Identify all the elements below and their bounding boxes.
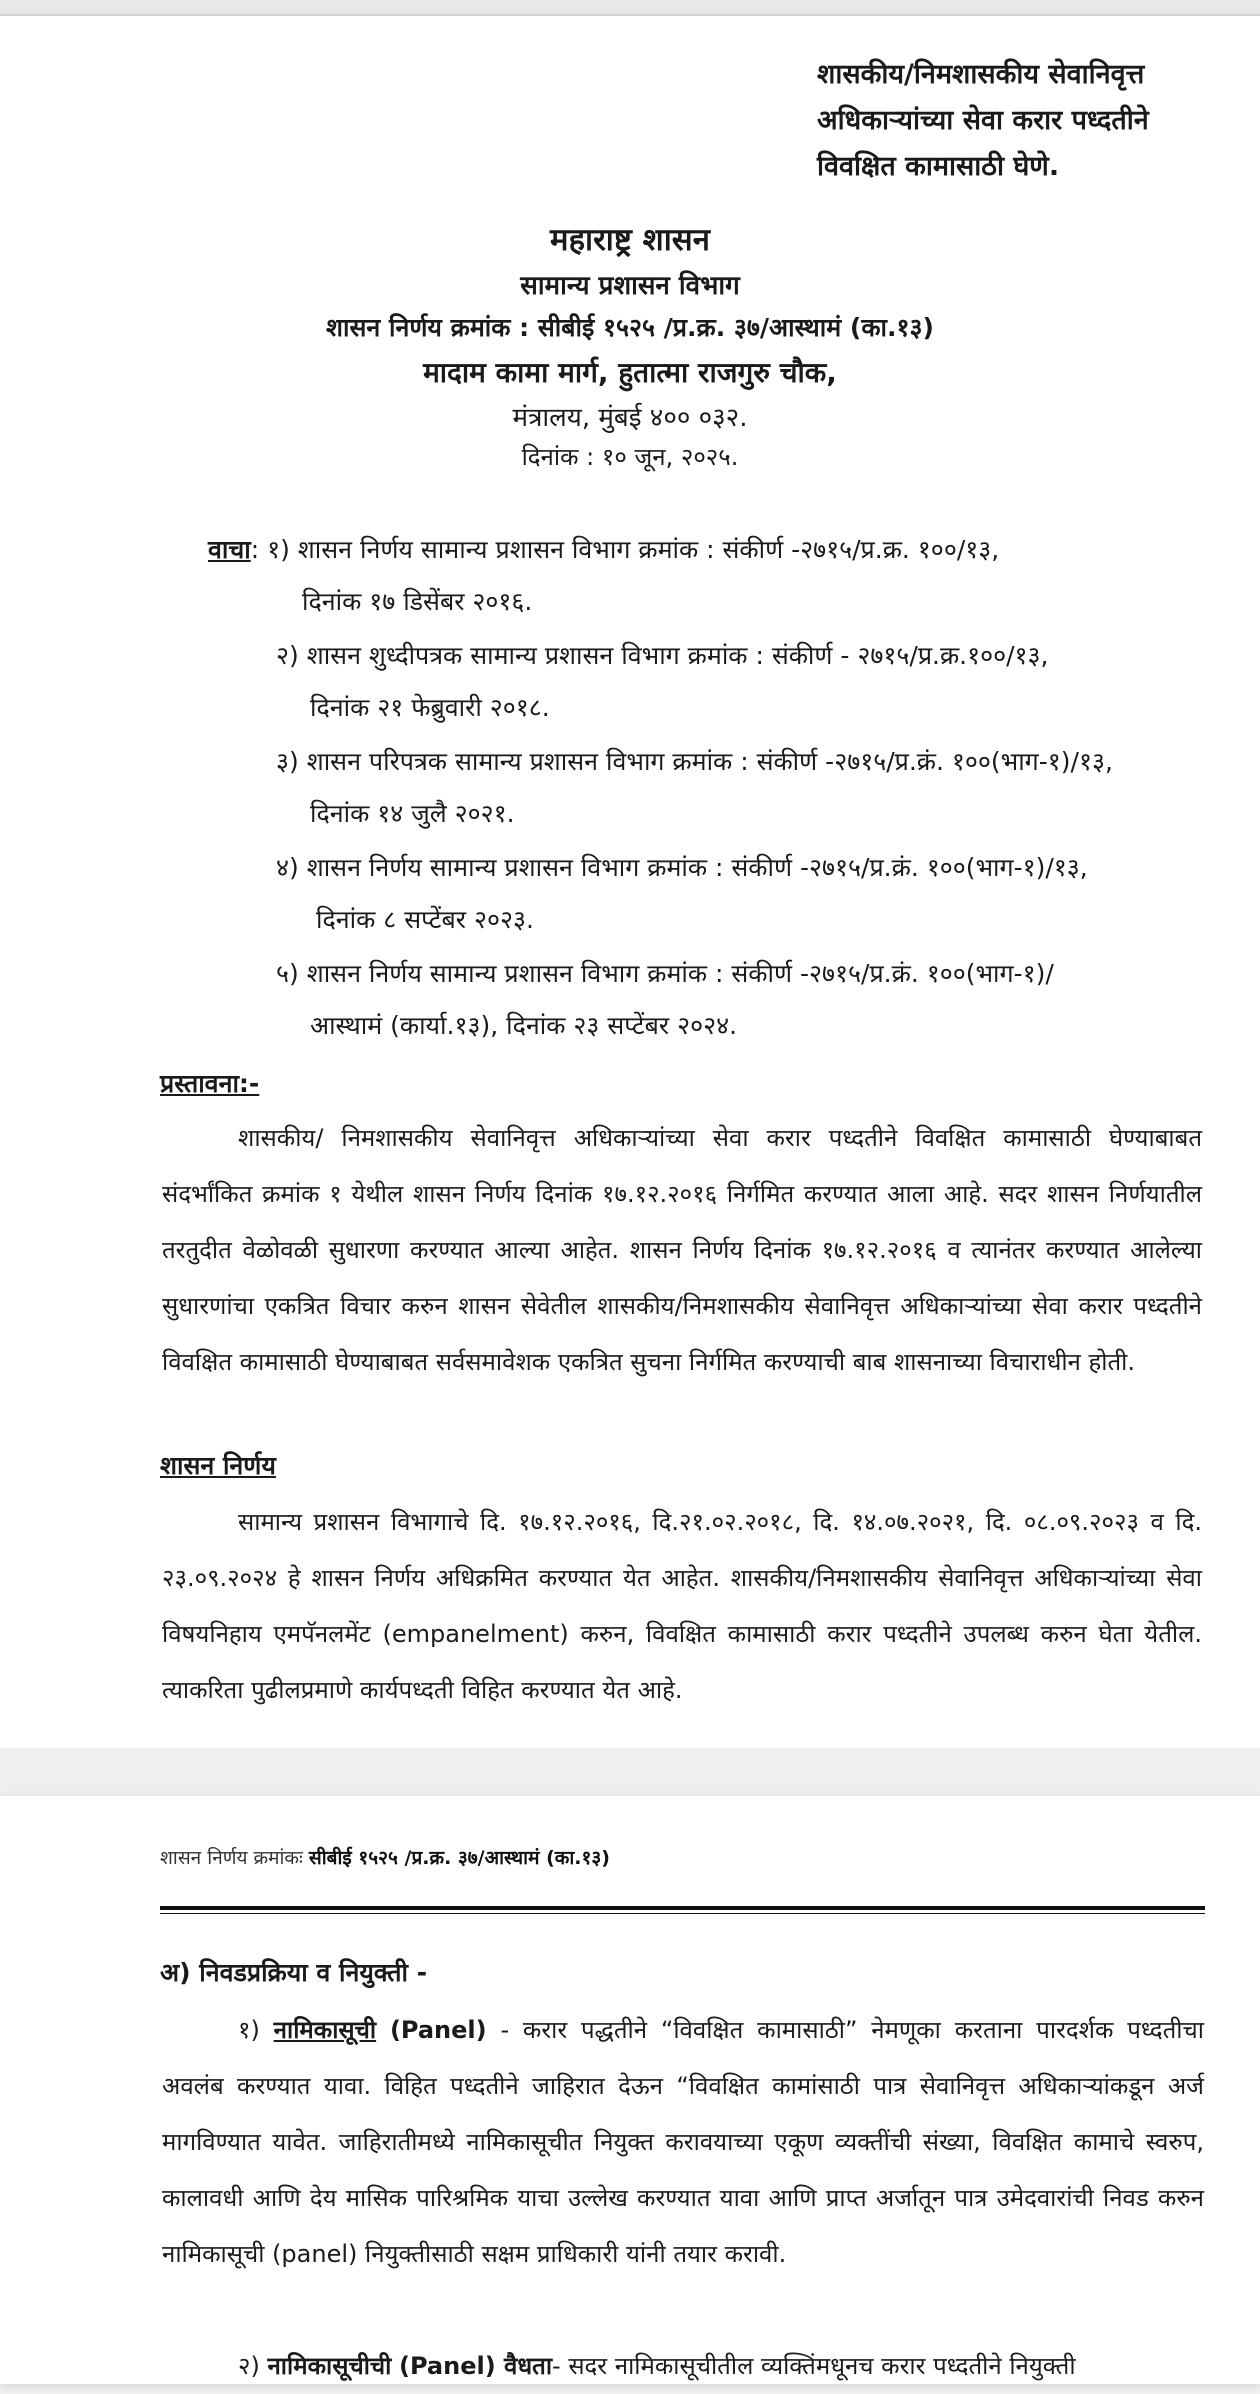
address-line-1: मादाम कामा मार्ग, हुतात्मा राजगुरु चौक, bbox=[423, 356, 837, 389]
reference-line: दिनांक ८ सप्टेंबर २०२३. bbox=[316, 905, 534, 934]
list-item: १) नामिकासूची (Panel) - करार पद्धतीने “विवक्षित कामासाठी” नेमणूका करताना पारदर्शक पध्दतीचा अवलंब करण्यात यावा. विहित पध्दतीने जाहिरात देऊन “विवक्षित कामांसाठी पात्र सेवानिवृत्त अधिकाऱ्यांकडून अर्ज मागविण्यात यावेत. जाहिरातीमध्ये नामिकासूचीत नियुक्त करावयाच्या एकूण व्यक्तींची संख्या, विवक्षित कामाचे स्वरुप, कालावधी आणि देय मासिक पारिश्रमिक याचा उल्लेख करण्यात यावा आणि प्राप्त अर्जातून पात्र उमेदवारांची निवड करुन नामिकासूची (panel) नियुक्तीसाठी सक्षम प्राधिकारी यांनी तयार करावी. bbox=[162, 2016, 1204, 2268]
list-item: २) नामिकासूचीची (Panel) वैधता- सदर नामिकासूचीतील व्यक्तिंमधूनच करार पध्दतीने नियुक्ती bbox=[238, 2352, 1076, 2380]
reference-line: वाचा: १) शासन निर्णय सामान्य प्रशासन विभाग क्रमांक : संकीर्ण -२७१५/प्र.क्र. १००/१३, bbox=[208, 535, 1000, 564]
page-gap bbox=[0, 1748, 1260, 1796]
subject-line: अधिकाऱ्यांच्या सेवा करार पध्दतीने bbox=[817, 105, 1149, 136]
reference-line: दिनांक २१ फेब्रुवारी २०१८. bbox=[310, 693, 550, 722]
reference-line: ४) शासन निर्णय सामान्य प्रशासन विभाग क्रमांक : संकीर्ण -२७१५/प्र.क्रं. १००(भाग-१)/१३, bbox=[276, 853, 1088, 882]
gr-number: शासन निर्णय क्रमांक : सीबीई १५२५ /प्र.क्र. ३७/आस्थामं (का.१३) bbox=[326, 313, 934, 342]
decision-paragraph: सामान्य प्रशासन विभागाचे दि. १७.१२.२०१६, दि.२१.०२.२०१८, दि. १४.०७.२०२१, दि. ०८.०९.२०२३ व दि. २३.०९.२०२४ हे शासन निर्णय अधिक्रमित करण्यात येत आहेत. शासकीय/निमशासकीय सेवानिवृत्त अधिकाऱ्यांच्या सेवा विषयनिहाय एमपॅनलमेंट (empanelment) करुन, विवक्षित कामासाठी करार पध्दतीने उपलब्ध करुन घेता येतील. त्याकरिता पुढीलप्रमाणे कार्यपध्दती विहित करण्यात येत आहे. bbox=[162, 1508, 1202, 1704]
subject-line: विवक्षित कामासाठी घेणे. bbox=[817, 151, 1060, 182]
reference-line: २) शासन शुध्दीपत्रक सामान्य प्रशासन विभाग क्रमांक : संकीर्ण - २७१५/प्र.क्र.१००/१३, bbox=[276, 641, 1049, 670]
reference-line: आस्थामं (कार्या.१३), दिनांक २३ सप्टेंबर २०२४. bbox=[310, 1011, 738, 1040]
government-title: महाराष्ट्र शासन bbox=[550, 222, 710, 258]
decision-heading: शासन निर्णय bbox=[160, 1451, 276, 1480]
reference-line: दिनांक १४ जुलै २०२१. bbox=[310, 799, 515, 828]
header-rule bbox=[160, 1906, 1205, 1910]
address-line-2: मंत्रालय, मुंबई ४०० ०३२. bbox=[512, 403, 748, 433]
running-head: शासन निर्णय क्रमांकः सीबीई १५२५ /प्र.क्र. ३७/आस्थामं (का.१३) bbox=[160, 1847, 610, 1869]
subject-block bbox=[817, 52, 1237, 190]
department-name: सामान्य प्रशासन विभाग bbox=[520, 271, 740, 301]
gr-date: दिनांक : १० जून, २०२५. bbox=[521, 443, 739, 471]
reference-line: ३) शासन परिपत्रक सामान्य प्रशासन विभाग क्रमांक : संकीर्ण -२७१५/प्र.क्रं. १००(भाग-१)/१३, bbox=[276, 747, 1113, 776]
preamble-paragraph: शासकीय/ निमशासकीय सेवानिवृत्त अधिकाऱ्यांच्या सेवा करार पध्दतीने विवक्षित कामासाठी घेण्याबाबत संदर्भांकित क्रमांक १ येथील शासन निर्णय दिनांक १७.१२.२०१६ निर्गमित करण्यात आला आहे. सदर शासन निर्णयातील तरतुदीत वेळोवळी सुधारणा करण्यात आल्या आहेत. शासन निर्णय दिनांक १७.१२.२०१६ व त्यानंतर करण्यात आलेल्या सुधारणांचा एकत्रित विचार करुन शासन सेवेतील शासकीय/निमशासकीय सेवानिवृत्त अधिकाऱ्यांच्या सेवा करार पध्दतीने विवक्षित कामासाठी घेण्याबाबत सर्वसमावेशक एकत्रित सुचना निर्गमित करण्याची बाब शासनाच्या विचाराधीन होती. bbox=[162, 1124, 1202, 1376]
reference-line: दिनांक १७ डिसेंबर २०१६. bbox=[302, 587, 533, 616]
references-label: वाचा bbox=[208, 535, 251, 564]
section-heading: अ) निवडप्रक्रिया व नियुक्ती - bbox=[160, 1958, 428, 1987]
preamble-heading: प्रस्तावना:- bbox=[160, 1069, 260, 1098]
header-rule-thin bbox=[160, 1913, 1205, 1914]
viewer-top-bar bbox=[0, 0, 1260, 16]
reference-line: ५) शासन निर्णय सामान्य प्रशासन विभाग क्रमांक : संकीर्ण -२७१५/प्र.क्रं. १००(भाग-१)/ bbox=[276, 959, 1054, 988]
subject-line: शासकीय/निमशासकीय सेवानिवृत्त bbox=[817, 59, 1145, 90]
